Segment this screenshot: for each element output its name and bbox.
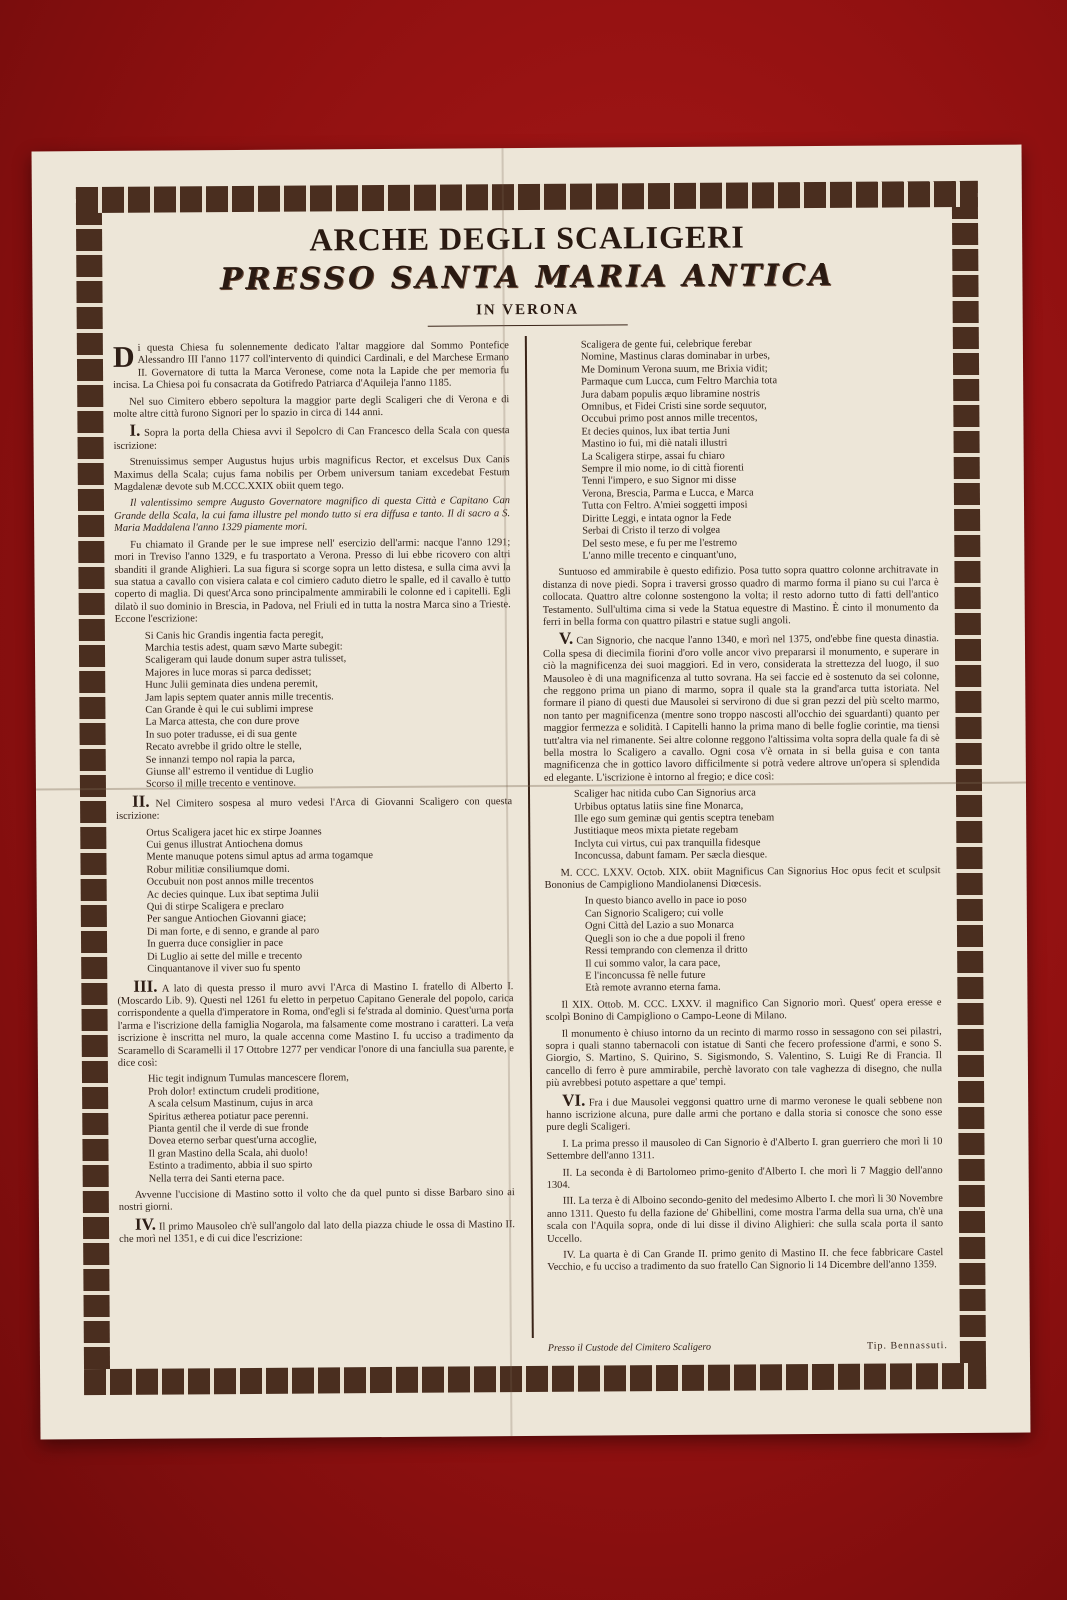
verse-line: Estinto a tradimento, abbia il suo spirto: [148, 1159, 313, 1172]
urn-item: IV. La quarta è di Can Grande II. primo genito di Mastino II. che fece fabbricare Castel Vecchio, e fu ucciso a tradimento da suo fratello Can Signorio li 14 Dicembre dell'anno 1359.: [547, 1247, 944, 1274]
section-3: III. A lato di questa presso il muro avvi l'Arca di Mastino I. fratello di Alberto I. (Moscardo Lib. 9). Questi nel 1261 fu eletto in perpetuo Capitano Generale del popolo, carica corrispondente a quella d'imperatore in Roma, ond'egli si fe'strada al dominio. Quest'urna porta l'arma e l'iscrizione della famiglia Nogarola, ma falsamente come mostrano i caratteri. La vera iscrizione è inscritta nel muro, la quale accenna come Mastino I. fu ucciso a tradimento da Scaramello di Scaramelli il 17 Ottobre 1277 per vendicar l'onore di una fanciulla sua parente, e dice così:: [117, 976, 514, 1069]
verse-line: Cinquantanove il viver suo fu spento: [147, 962, 301, 975]
section-numeral: IV.: [134, 1214, 157, 1234]
verse-line: Ortus Scaligera jacet hic ex stirpe Joannes: [146, 826, 322, 839]
right-column: [541, 337, 944, 1342]
intro-paragraph-2: Nel suo Cimitero ebbero sepoltura la maggior parte degli Scaligeri che di Verona e di molte altre città furono Signori per lo spazio in circa di 144 anni.: [113, 393, 510, 420]
section-numeral: V.: [558, 629, 574, 649]
verse-line: Qui di stirpe Scaligera e preclaro: [146, 900, 284, 913]
verse-line: Tenni l'impero, e suo Signor mi disse: [581, 475, 737, 488]
verse-line: Tutta con Feltro. A'miei soggetti imposi: [581, 499, 748, 512]
verse-line: Occubuit non post annos mille trecentos: [146, 875, 314, 888]
section-6: VI. Fra i due Mausolei veggonsi quattro urne di marmo veronese le quali sebbene non hanno iscrizione alcuna, pure dalle armi che portano e dalla storia si conosce che sono esse pure degli Scaligeri.: [546, 1090, 943, 1134]
section-3-verse: [148, 1071, 515, 1185]
verse-line: Età remote avranno eterna fama.: [585, 981, 721, 994]
verse-line: Serbai di Cristo il terzo di volgea: [582, 524, 721, 537]
left-column: [113, 340, 516, 1345]
verse-line: Verona, Brescia, Parma e Lucca, e Marca: [581, 487, 754, 500]
verse-line: Cui genus illustrat Antiochena domus: [146, 838, 303, 851]
section-2: II. Nel Cimitero sospesa al muro vedesi l'Arca di Giovanni Scaligero con questa iscrizione:: [116, 791, 513, 823]
section-5-verse-2: [585, 894, 942, 996]
verse-line: Et decies quinos, lux ibat tertia Juni: [581, 425, 731, 438]
verse-line: Hic tegit indignum Tumulas mancescere florem,: [147, 1072, 349, 1086]
verse-line: Nella terra dei Santi eterna pace.: [148, 1172, 285, 1185]
column-divider: [525, 336, 534, 1338]
section-numeral: VI.: [562, 1090, 586, 1110]
section-5-verse: [574, 786, 941, 863]
verse-line: Ille ego sum geminæ qui gentis sceptra tenebam: [574, 812, 775, 825]
section-3-body: Avvenne l'uccisione di Mastino sotto il volto che da quel punto si disse Barbaro sino ai nostri giorni.: [118, 1187, 515, 1214]
verse-line: Ac decies quinque. Lux ibat septima Julii: [146, 888, 320, 901]
verse-line: Ressi temprando con clemenza il dritto: [585, 944, 748, 957]
verse-line: Giunse all' estremo il ventidue di Luglio: [145, 765, 314, 778]
section-numeral: I.: [129, 421, 141, 441]
verse-line: Marchia testis adest, quam sævo Marte subegit:: [144, 641, 343, 654]
verse-line: Il cui sommo valor, la cara pace,: [585, 957, 721, 970]
verse-line: E l'inconcussa fè nelle future: [585, 969, 706, 982]
title-line-1: ARCHE DEGLI SCALIGERI: [309, 218, 745, 258]
verse-line: Sempre il mio nome, io di città fiorenti: [581, 462, 744, 475]
verse-line: Del sesto mese, e fu per me l'estremo: [582, 537, 738, 550]
urn-item: II. La seconda è di Bartolomeo primo-genito d'Alberto I. che morì li 7 Maggio dell'anno 1304.: [546, 1164, 943, 1191]
section-4-body: Suntuoso ed ammirabile è questo edifizio. Posa tutto sopra quattro colonne architravate in distanza di nove piedi. Sopra i traversi grosso quadro di marmo forma il piano su cui l'arca è collocata. Quattro altre colonne sostengono la volta; il resto adorno tutto di fatti dell'antico Testamento. Sull'ultima cima si vede la Statua equestre di Mastino. È cinto il monumento da ferri in bella forma con quattro pilastri e statue sugli angoli.: [542, 564, 939, 628]
section-1-italian: Il valentissimo sempre Augusto Governatore magnifico di questa Città e Capitano Can Grande della Scala, la cui fama illustre pel mondo tutto si era diffusa e tanto. Il di sacro a S. Maria Maddalena l'anno 1329 piamente mori.: [114, 495, 511, 535]
verse-line: Ogni Città del Lazio a suo Monarca: [584, 919, 734, 932]
verse-line: Scaligera de gente fui, celebrique ferebar: [580, 338, 752, 351]
intro-paragraph: Di questa Chiesa fu solennemente dedicato l'altar maggiore dal Sommo Pontefice Alessandro III l'anno 1177 coll'intervento di quindici Cardinali, e del Marchese Ermano II. Governatore di tutta la Marca Veronese, come nota la Lapide che per memoria fu incisa. La Chiesa poi fu consacrata da Gotifredo Patriarca d'Aquileja l'anno 1185.: [112, 340, 510, 392]
title-line-2: PRESSO SANTA MARIA ANTICA: [219, 257, 835, 298]
section-1-body: Fu chiamato il Grande per le sue imprese nell' esercizio dell'armi: nacque l'anno 1291; mori in Treviso l'anno 1329, e fu trasportato a Verona. Presso di lui ebbe ricovero con altri sbanditi il grande Alighieri. La sua figura si scorge sopra un letto distesa, e sulla cima avvi la sua statua a cavallo con visiera calata e col cimiero caduto dietro le spalle, ed il cavallo è tutto coperto di maglia. Di quest'Arca sono principalmente ammirabili le colonne ed i capitelli. Egli dilatò il suo dominio in Brescia, in Padova, nel Friuli ed in tutta la nostra Marca sino a Trieste. Eccone l'escrizione:: [114, 536, 511, 626]
section-1-verse: [145, 628, 512, 792]
verse-line: Scaligeram qui laude donum super astra tulisset,: [145, 653, 347, 667]
section-5-enclosure: Il monumento è chiuso intorno da un recinto di marmo rosso in sessagono con sei pilastri, sopra i quali stanno tabernacoli con istatue di Santi che fecero professione d'armi, e sono S. Giorgio, S. Martino, S. Quirino, S. Sigismondo, S. Valentino, S. Luigi Re di Francia. Il cancello di ferro è pure ammirabile, perchè lavorato con tale vaghezza di disegno, che nulla più avrebbesi potuto aspettare a que' tempi.: [545, 1025, 942, 1090]
verse-line: Inclyta cui virtus, cui pax tranquilla fidesque: [574, 837, 761, 850]
verse-line: La Marca attesta, che con dure prove: [145, 715, 300, 729]
verse-line: Il gran Mastino della Scala, ahi duolo!: [148, 1147, 309, 1160]
verse-line: Occubui primo post annos mille trecentos,: [581, 412, 758, 426]
section-1-latin: Strenuissimus semper Augustus hujus urbis magnificus Rector, et excelsus Dux Canis Maximus della Scala; cujus fama nobilis per Orbem universum taniam excedebat Festum Magdalenæ devote sub M.CCC.XXIX obiit quem tego.: [113, 454, 510, 493]
verse-line: Spiritus ætherea potiatur pace perenni.: [148, 1110, 309, 1123]
verse-line: Proh dolor! extinctum crudeli proditione,: [148, 1085, 320, 1098]
section-5: V. Can Signorio, che nacque l'anno 1340, e morì nel 1375, ond'ebbe fine questa dinastia. Colla spesa di diecimila fiorini d'oro volle ancor vivo prepararsi il monumento, e superare in ciò la magnificenza dei suoi maggiori. Ed in vero, considerata la strettezza del luogo, il suo Mausoleo è di una magnificenza al tutto sovrana. Ha sei faccie ed è sostenuto da sei colonne, che reggono prima un piano di marmo, sopra il quale sta la grand'arca tutta istoriata. Nel formare il piano di questi due Mausolei si servirono di due si gran pezzi del più scelto marmo, non tanto per magnificenza (mentre sono troppo nascosti all'occhio dei sguardanti) quanto per maggior fermezza e solidità. I Capitelli hanno la prima mano di belle foglie corintie, ma tiensi tutt'altra via nel rimanente. Sei altre colonne reggono l'altissima volta sopra della quale fa di sè bella mostra lo Scaligero a cavallo. Ogni cosa v'è ornata in si bella guisa e con tanta magnificenza che in gottico lavoro difficilmente si potrà vedere altrove un'opera si splendida ed elegante. L'iscrizione è intorno al fregio; e dice così:: [542, 629, 940, 784]
verse-line: Robur militiæ consiliumque domi.: [146, 863, 290, 876]
verse-line: Se innanzi tempo nol rapia la parca,: [145, 753, 295, 766]
verse-line: Parmaque cum Lucca, cum Feltro Marchia tota: [581, 375, 778, 388]
verse-line: Me Dominum Verona suum, me Brixia vidit;: [581, 363, 768, 376]
verse-line: Si Canis hic Grandis ingentia facta peregit,: [144, 628, 324, 642]
verse-line: A scala celsum Mastinum, cujus in arca: [148, 1097, 313, 1110]
verse-line: Scorso il mille trecento e ventinove.: [145, 778, 297, 791]
verse-line: Jura dabam populis æquo libramine nostris: [581, 388, 760, 401]
section-4-verse: [581, 337, 939, 563]
verse-line: In suo poter tradusse, ei di sua gente: [145, 728, 297, 741]
verse-line: In guerra duce consiglier in pace: [147, 938, 283, 950]
verse-line: Can Signorio Scaligero; cui volle: [584, 907, 724, 920]
imprint: [548, 1340, 948, 1354]
custodian-note: Presso il Custode del Cimitero Scaligero: [547, 1341, 711, 1354]
verse-line: Di man forte, e di senno, e grande al paro: [146, 925, 320, 938]
verse-line: L'anno mille trecento e cinquant'uno,: [582, 549, 737, 562]
verse-line: Dovea eterno serbar quest'urna accoglie,: [148, 1134, 317, 1148]
verse-line: Justitiaque meos mixta pietate regebam: [574, 824, 739, 838]
verse-line: Scaliger hac nitida cubo Can Signorius arca: [573, 787, 756, 800]
verse-line: Mastino io fui, mi diè natali illustri: [581, 437, 728, 450]
urn-item: I. La prima presso il mausoleo di Can Signorio è d'Alberto I. gran guerriero che morì li 10 Settembre dell'anno 1311.: [546, 1135, 943, 1163]
verse-line: Urbibus optatus latiis sine fine Monarca,: [574, 800, 744, 813]
verse-line: La Scaligera stirpe, assai fu chiaro: [581, 450, 725, 463]
section-5-note: Il XIX. Ottob. M. CCC. LXXV. il magnifico Can Signorio morì. Quest' opera eresse e scolpì Bonino di Campigliono o Campo-Leone di Milano.: [545, 996, 942, 1024]
verse-line: Majores in luce moras si parca dedisset;: [145, 666, 312, 679]
section-numeral: II.: [131, 791, 150, 811]
verse-line: Per sangue Antiochen Giovanni giace;: [146, 913, 307, 926]
verse-line: Recato avrebbe il grido oltre le stelle,: [145, 740, 302, 753]
section-5-date: M. CCC. LXXV. Octob. XIX. obiit Magnificus Can Signorius Hoc opus fecit et sculpsit Bononius de Campigliono Mandiolanensi Diœcesis.: [544, 864, 941, 891]
drop-cap: D: [112, 340, 135, 374]
verse-line: Di Luglio ai sette del mille e trecento: [147, 950, 303, 963]
section-1: I. Sopra la porta della Chiesa avvi il Sepolcro di Can Francesco della Scala con questa iscrizione:: [113, 421, 510, 452]
section-numeral: III.: [133, 976, 158, 996]
title-rule: [428, 324, 628, 326]
verse-line: Hunc Julii geminata dies undena peremit,: [145, 678, 318, 691]
printer-name: Tip. Bennassuti.: [866, 1340, 948, 1352]
verse-line: Nomine, Mastinus claras dominabar in urbes,: [580, 350, 771, 364]
urn-item: III. La terza è di Alboino secondo-genito del medesimo Alberto I. che morì li 30 Novembre anno 1311. Questo fu della fazione de' Ghibellini, come mostra l'arma della sua urna, ch'è una scala con l'Aquila sopra, onde di lui disse il divino Alighieri: che sulla scala porta il santo Uccello.: [546, 1193, 944, 1245]
verse-line: Omnibus, et Fidei Cristi sine sorde sequutor,: [581, 400, 767, 413]
verse-line: Pianta gentil che il verde di sue fronde: [148, 1122, 309, 1135]
verse-line: Quegli son io che a due popoli il freno: [584, 932, 745, 945]
verse-line: Can Grande è qui le cui sublimi imprese: [145, 703, 314, 716]
verse-line: Mente manuque potens simul aptus ad arma togamque: [146, 850, 374, 864]
verse-line: Inconcussa, dabunt famam. Per sæcla diesque.: [574, 849, 768, 862]
section-4: IV. Il primo Mausoleo ch'è sull'angolo dal lato della piazza chiude le ossa di Mastino II. che morì nel 1351, e di cui dice l'escrizione:: [119, 1214, 516, 1246]
title-line-3: IN VERONA: [476, 301, 580, 319]
verse-line: Diritte Leggi, e intata ognor la Fede: [582, 512, 732, 525]
section-2-verse: [146, 825, 513, 976]
printed-sheet: [32, 145, 1031, 1440]
verse-line: Jam lapis septem quater annis mille trecentis.: [145, 690, 334, 704]
verse-line: In questo bianco avello in pace io poso: [584, 894, 747, 908]
